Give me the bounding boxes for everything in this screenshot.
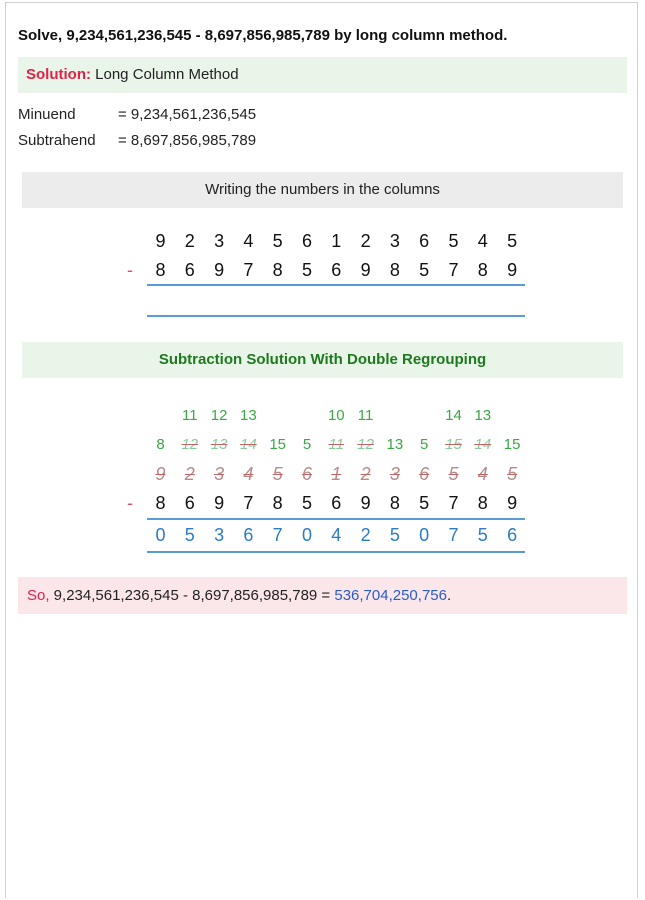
subtrahend-digit-2-3: 7 [243, 493, 254, 513]
result-digit-6: 4 [331, 525, 342, 545]
subtrahend-digit-2-6: 6 [331, 493, 342, 513]
minus-sign-2: - [127, 493, 133, 513]
subtrahend-digit-2-11: 8 [477, 493, 488, 513]
column-divider-line [147, 284, 525, 286]
minuend-digit-7: 2 [360, 231, 371, 251]
borrow-top-digit-2: 12 [210, 407, 228, 424]
minuend-digit-0: 9 [155, 231, 166, 251]
subtrahend-digit-0: 8 [155, 260, 166, 280]
result-digit-9: 0 [419, 525, 430, 545]
borrow-top-digit-10: 14 [445, 407, 462, 424]
section-double-regrouping: Subtraction Solution With Double Regrouping [22, 342, 623, 378]
minuend-label: Minuend [18, 106, 76, 123]
struck-minuend-digit-9: 6 [419, 464, 430, 484]
borrow-mid-digit-1: 12 [181, 436, 199, 453]
result-digit-4: 7 [272, 525, 283, 545]
subtrahend-digit-4: 8 [272, 260, 283, 280]
minuend-line [18, 106, 256, 123]
struck-minuend-digit-8: 3 [389, 464, 400, 484]
subtrahend-digit-2: 9 [214, 260, 225, 280]
result-digit-2: 3 [214, 525, 225, 545]
subtrahend-digit-2-2: 9 [214, 493, 225, 513]
subtrahend-digit-11: 8 [477, 260, 488, 280]
result-divider-line [147, 518, 525, 520]
minus-sign: - [127, 260, 133, 280]
subtrahend-digit-12: 9 [507, 260, 518, 280]
answer-expression: 9,234,561,236,545 - 8,697,856,985,789 = [49, 587, 335, 604]
struck-minuend-digit-6: 1 [331, 464, 342, 484]
subtrahend-digit-5: 5 [301, 260, 312, 280]
struck-minuend-digit-5: 6 [301, 464, 312, 484]
minuend-value: = 9,234,561,236,545 [118, 106, 257, 123]
borrow-mid-digit-8: 13 [386, 436, 404, 453]
minuend-digit-3: 4 [243, 231, 254, 251]
question-text: Solve, 9,234,561,236,545 - 8,697,856,985,789 by long column method. [18, 27, 508, 44]
borrow-mid-digit-10: 15 [445, 436, 462, 453]
borrow-mid-row [0, 432, 645, 458]
subtrahend-digit-2-12: 9 [507, 493, 518, 513]
borrow-top-digit-6: 10 [327, 407, 345, 424]
result-digit-7: 2 [360, 525, 371, 545]
struck-minuend-digit-10: 5 [448, 464, 459, 484]
borrow-mid-digit-6: 11 [328, 436, 345, 453]
result-digit-11: 5 [477, 525, 488, 545]
subtrahend-digit-2-1: 6 [184, 493, 195, 513]
struck-minuend-digit-12: 5 [507, 464, 518, 484]
minuend-digit-12: 5 [507, 231, 518, 251]
minuend-digit-5: 6 [301, 231, 312, 251]
struck-minuend-digit-0: 9 [155, 464, 166, 484]
minuend-digit-11: 4 [477, 231, 488, 251]
minuend-digit-9: 6 [419, 231, 430, 251]
subtrahend-digit-2-10: 7 [448, 493, 459, 513]
borrow-mid-digit-7: 12 [357, 436, 374, 453]
minuend-digit-8: 3 [389, 231, 400, 251]
borrow-top-digit-1: 11 [182, 407, 198, 424]
borrow-mid-digit-2: 13 [210, 436, 228, 453]
minuend-digit-2: 3 [214, 231, 225, 251]
subtrahend-digit-1: 6 [184, 260, 195, 280]
answer-prefix: So, [27, 587, 50, 604]
solution-header [18, 57, 627, 93]
borrow-mid-digit-3: 14 [240, 436, 257, 453]
column-answer-line [147, 315, 525, 317]
subtrahend-value: = 8,697,856,985,789 [118, 132, 257, 149]
solution-label: Solution: [26, 66, 91, 83]
result-digit-3: 6 [243, 525, 254, 545]
subtrahend-line [18, 132, 256, 149]
result-digit-5: 0 [301, 525, 312, 545]
answer-suffix: . [446, 587, 452, 604]
subtrahend-digit-2-9: 5 [419, 493, 430, 513]
subtrahend-digit-2-7: 9 [360, 493, 371, 513]
result-digit-0: 0 [155, 525, 166, 545]
subtrahend-row-2 [0, 490, 645, 516]
borrow-mid-digit-5: 5 [302, 436, 312, 453]
subtrahend-digit-2-0: 8 [155, 493, 166, 513]
subtrahend-digit-7: 9 [360, 260, 371, 280]
borrow-mid-digit-9: 5 [420, 436, 429, 453]
answer-box [18, 577, 627, 614]
minuend-digit-10: 5 [448, 231, 459, 251]
borrow-mid-digit-4: 15 [269, 436, 287, 453]
struck-minuend-digit-2: 3 [214, 464, 225, 484]
subtrahend-digit-10: 7 [448, 260, 459, 280]
borrow-mid-digit-11: 14 [474, 436, 492, 453]
column-subtrahend-row [0, 257, 645, 283]
result-digit-12: 6 [507, 525, 518, 545]
subtrahend-digit-8: 8 [389, 260, 400, 280]
answer-result: 536,704,250,756 [334, 587, 447, 604]
struck-minuend-row [0, 461, 645, 487]
borrow-mid-digit-12: 15 [503, 436, 521, 453]
result-row [0, 522, 645, 548]
result-digit-8: 5 [389, 525, 400, 545]
struck-minuend-digit-1: 2 [184, 464, 195, 484]
subtrahend-digit-2-4: 8 [272, 493, 283, 513]
subtrahend-label: Subtrahend [18, 132, 96, 149]
struck-minuend-digit-4: 5 [272, 464, 283, 484]
minuend-digit-1: 2 [184, 231, 195, 251]
solution-method: Long Column Method [95, 66, 239, 83]
result-digit-10: 7 [448, 525, 459, 545]
borrow-top-digit-3: 13 [240, 407, 257, 424]
section-writing-columns: Writing the numbers in the columns [22, 172, 623, 208]
subtrahend-digit-2-5: 5 [301, 493, 312, 513]
borrow-top-digit-7: 11 [357, 407, 374, 424]
subtrahend-digit-2-8: 8 [389, 493, 400, 513]
result-underline [147, 551, 525, 553]
borrow-mid-digit-0: 8 [156, 436, 165, 453]
struck-minuend-digit-11: 4 [477, 464, 488, 484]
result-digit-1: 5 [184, 525, 195, 545]
borrow-top-digit-11: 13 [474, 407, 492, 424]
minuend-digit-4: 5 [272, 231, 283, 251]
column-minuend-row [0, 228, 645, 254]
struck-minuend-digit-7: 2 [360, 464, 371, 484]
borrow-top-row [0, 403, 645, 429]
subtrahend-digit-3: 7 [243, 260, 254, 280]
subtrahend-digit-6: 6 [331, 260, 342, 280]
struck-minuend-digit-3: 4 [243, 464, 254, 484]
subtrahend-digit-9: 5 [419, 260, 430, 280]
minuend-digit-6: 1 [331, 231, 342, 251]
